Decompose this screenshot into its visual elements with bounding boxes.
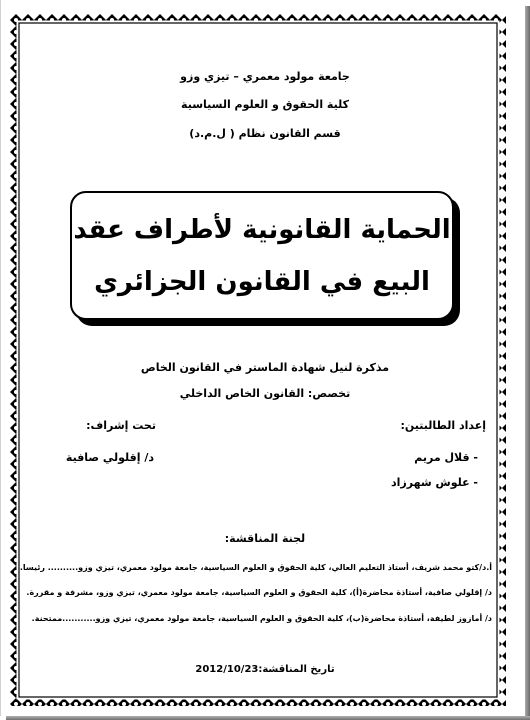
student-name-1: - قلال مريم bbox=[414, 451, 478, 464]
specialty: تخصص: القانون الخاص الداخلي bbox=[179, 387, 351, 400]
committee-member-3: د/ أمازوز لطيفة، أستاذة محاضرة(ب)، كلية الحقوق و العلوم السياسية، جامعة مولود معمري، تيزي وزو...........ممتحنة. bbox=[31, 614, 492, 623]
defense-date: تاريخ المناقشة:2012/10/23 bbox=[195, 664, 335, 675]
ornamental-border bbox=[10, 14, 506, 706]
committee-member-2: د/ إقلولي صافية، أستاذة محاضرة(أ)، كلية الحقوق و العلوم السياسية، جامعة مولود معمري، تيزي وزو، مشرفة و مقررة. bbox=[26, 588, 492, 597]
committee-label: لجنة المناقشة: bbox=[224, 532, 306, 545]
thesis-title-line-2: البيع في القانون الجزائري bbox=[94, 267, 430, 297]
memo-description: مذكرة لنيل شهادة الماستر في القانون الخاص bbox=[140, 361, 390, 374]
page-shadow-bottom bbox=[6, 716, 530, 720]
committee-member-1: أ.د/كتو محمد شريف، أستاذ التعليم العالي، كلية الحقوق و العلوم السياسية، جامعة مولود معمري، تيزي وزو.......... رئيسا. bbox=[19, 563, 492, 572]
supervisor-label: تحت إشراف: bbox=[86, 419, 156, 432]
department-name: قسم القانون نظام ( ل.م.د) bbox=[189, 127, 341, 140]
title-box bbox=[70, 191, 454, 320]
thesis-title-line-1: الحماية القانونية لأطراف عقد bbox=[73, 215, 451, 245]
supervisor-name: د/ إقلولي صافية bbox=[65, 451, 154, 464]
faculty-name: كلية الحقوق و العلوم السياسية bbox=[181, 98, 349, 111]
students-label: إعداد الطالبتين: bbox=[400, 419, 486, 432]
university-name: جامعة مولود معمري – تيزي وزو bbox=[180, 70, 350, 83]
student-name-2: - علوش شهرزاد bbox=[391, 476, 478, 489]
